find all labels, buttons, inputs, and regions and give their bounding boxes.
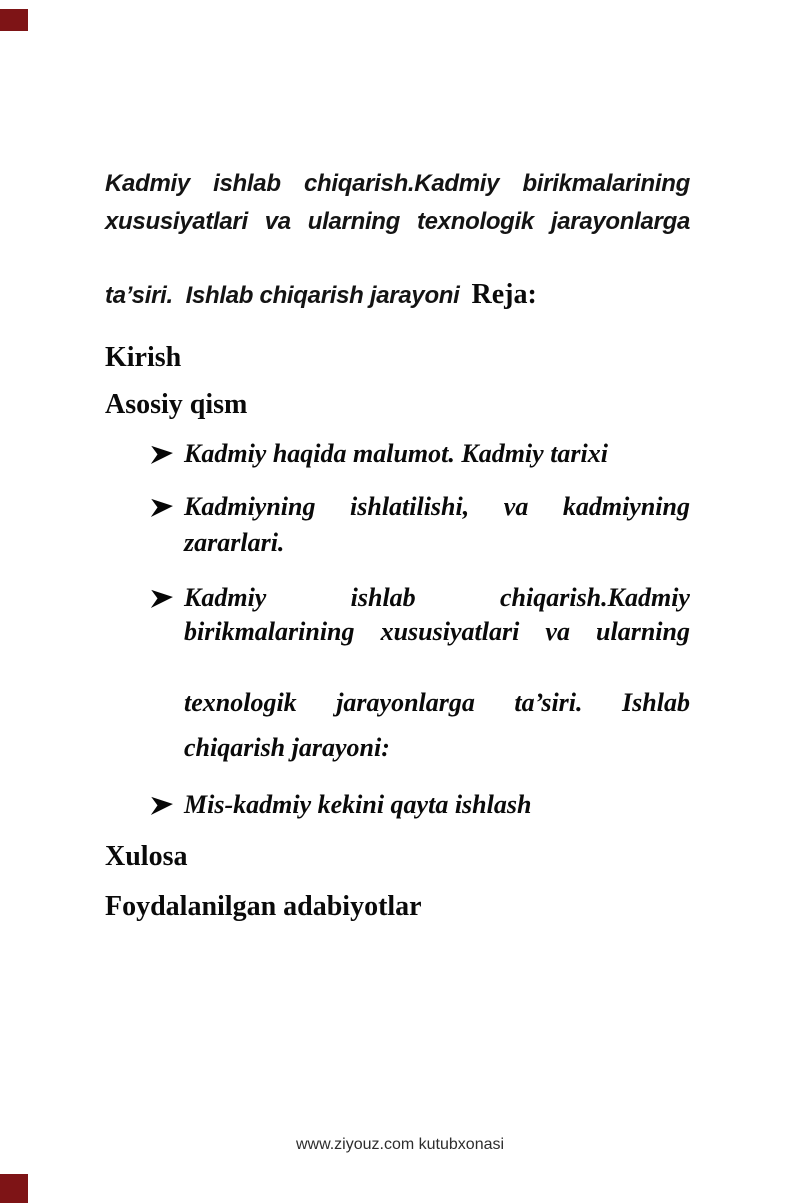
title-line-3 bbox=[105, 279, 745, 311]
arrow-bullet-icon bbox=[150, 492, 184, 517]
title-line-1 bbox=[105, 170, 690, 198]
bullet-word: Kadmiyning bbox=[184, 492, 316, 521]
heading-adabiyotlar: Foydalanilgan adabiyotlar bbox=[105, 891, 422, 922]
bullet-word: chiqarish.Kadmiy bbox=[500, 583, 690, 612]
arrow-bullet-icon bbox=[150, 583, 184, 608]
title-line-2 bbox=[105, 208, 690, 236]
bullet-word: va bbox=[503, 492, 529, 521]
bullet-word: jarayonlarga bbox=[336, 688, 475, 717]
heading-kirish: Kirish bbox=[105, 342, 182, 373]
bullet-word: Kadmiy bbox=[184, 583, 267, 612]
bullet-word: ishlatilishi, bbox=[350, 492, 470, 521]
title-word: texnologik bbox=[416, 208, 534, 235]
bullet-word: Ishlab bbox=[622, 688, 690, 717]
bullet-word: xususiyatlari bbox=[380, 617, 520, 646]
title-word: chiqarish.Kadmiy bbox=[303, 170, 500, 197]
title-word: Kadmiy bbox=[105, 170, 190, 197]
title-word: xususiyatlari bbox=[105, 208, 248, 235]
corner-mark-top-left bbox=[0, 9, 28, 31]
bullet-text: Mis-kadmiy kekini qayta ishlash bbox=[184, 790, 532, 819]
bullet-item-2-line-2: zararlari. bbox=[184, 528, 285, 557]
bullet-word: ta’siri. bbox=[514, 688, 583, 717]
corner-mark-bottom-left bbox=[0, 1174, 28, 1203]
reja-heading: Reja: bbox=[471, 279, 537, 310]
bullet-item-2 bbox=[150, 492, 690, 522]
bullet-item-3-line-3 bbox=[184, 688, 690, 718]
bullet-word: kadmiyning bbox=[562, 492, 690, 521]
bullet-text bbox=[184, 583, 690, 613]
bullet-item-3 bbox=[150, 583, 690, 613]
heading-xulosa: Xulosa bbox=[105, 841, 188, 872]
bullet-text: Kadmiy haqida malumot. Kadmiy tarixi bbox=[184, 439, 608, 468]
title-word: ishlab bbox=[213, 170, 281, 197]
bullet-item-4 bbox=[150, 790, 690, 820]
bullet-word: va bbox=[545, 617, 570, 646]
arrow-bullet-icon bbox=[150, 439, 184, 464]
bullet-item-3-line-4: chiqarish jarayoni: bbox=[184, 733, 390, 762]
arrow-bullet-icon bbox=[150, 790, 184, 815]
bullet-item-1 bbox=[150, 439, 690, 469]
bullet-word: ishlab bbox=[350, 583, 416, 612]
heading-asosiy-qism: Asosiy qism bbox=[105, 389, 248, 420]
title-word: jarayonlarga bbox=[550, 208, 690, 235]
bullet-word: birikmalarining bbox=[184, 617, 355, 646]
title-word: birikmalarining bbox=[522, 170, 690, 197]
footer-site-label: www.ziyouz.com kutubxonasi bbox=[295, 1136, 505, 1153]
bullet-item-3-line-2 bbox=[184, 617, 690, 647]
bullet-text bbox=[184, 492, 690, 522]
title-word: ularning bbox=[307, 208, 401, 235]
bullet-word: ularning bbox=[596, 617, 690, 646]
title-line-3-text: ta’siri. Ishlab chiqarish jarayoni bbox=[105, 282, 460, 309]
bullet-word: texnologik bbox=[184, 688, 297, 717]
title-word: va bbox=[264, 208, 291, 235]
